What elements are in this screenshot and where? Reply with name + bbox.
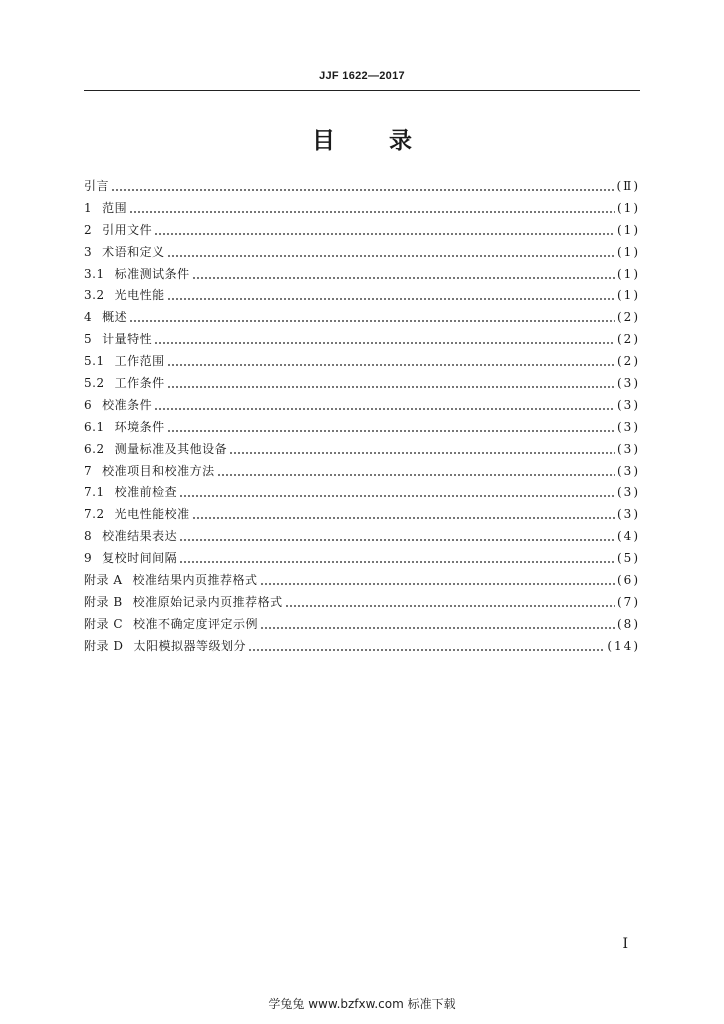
toc-title [0,122,724,155]
close-paren: ) [633,376,640,391]
toc-entry[interactable] [84,307,640,329]
toc-entry-page-number: 1 [623,288,634,303]
toc-entry-page-number: 3 [623,376,634,391]
toc-entry-title: 测量标准及其他设备 [114,441,228,456]
toc-dot-leader [248,645,605,655]
close-paren: ) [633,266,640,281]
open-paren: ( [616,594,624,609]
toc-entry-page-number: 1 [623,222,634,237]
close-paren: ) [633,551,640,566]
toc-entry-page [617,439,640,461]
open-paren: ( [616,310,624,325]
toc-entry-page-number: 14 [614,638,634,653]
toc-entry-title: 校准不确定度评定示例 [133,616,259,631]
toc-entry-page [617,351,640,373]
toc-dot-leader [229,448,615,458]
toc-entry-page [617,307,640,329]
toc-entry-page-number: 2 [623,332,634,347]
close-paren: ) [633,529,640,544]
toc-entry-label [84,395,152,417]
toc-entry-page-number: 3 [623,485,634,500]
close-paren: ) [633,354,640,369]
toc-entry-number: 6.2 [84,441,105,456]
toc-entry-number: 3.2 [84,288,105,303]
toc-title-char-1: 目 [312,128,335,154]
toc-entry-page [617,482,640,504]
toc-entry[interactable] [84,351,640,373]
close-paren: ) [633,179,640,193]
toc-entry-page [616,176,640,198]
toc-entry-page-number: Ⅱ [623,179,634,193]
toc-entry-page-number: 2 [623,354,634,369]
toc-entry-label [84,198,127,220]
toc-entry-title: 标准测试条件 [114,266,190,281]
standard-code-header: JJF 1622—2017 [319,70,405,82]
open-paren: ( [616,179,624,193]
toc-entry-page [617,504,640,526]
toc-entry-label [84,373,165,395]
toc-entry[interactable] [84,220,640,242]
toc-entry[interactable] [84,285,640,307]
close-paren: ) [633,419,640,434]
toc-entry-label [84,220,152,242]
toc-dot-leader [217,470,615,480]
toc-entry-label [84,285,165,307]
toc-entry-title: 概述 [102,310,128,325]
toc-entry-page [617,285,640,307]
open-paren: ( [616,354,624,369]
toc-entry-label [84,176,109,198]
toc-entry[interactable] [84,482,640,504]
toc-entry[interactable] [84,198,640,220]
close-paren: ) [633,397,640,412]
toc-dot-leader [192,273,615,283]
close-paren: ) [633,244,640,259]
toc-entry-label [84,482,177,504]
toc-entry-number: 6 [84,397,93,412]
toc-entry-number: 附录 C [84,616,123,631]
toc-entry-number: 5.2 [84,376,105,391]
toc-entry-page-number: 8 [623,616,634,631]
open-paren: ( [616,332,624,347]
toc-entry-title: 校准结果表达 [102,529,178,544]
open-paren: ( [607,638,615,653]
toc-dot-leader [129,316,615,326]
toc-entry-page-number: 3 [623,441,634,456]
toc-entry-page-number: 2 [623,310,634,325]
toc-list [84,176,640,658]
toc-entry[interactable] [84,570,640,592]
toc-entry-label [84,570,258,592]
toc-entry-page [617,417,640,439]
open-paren: ( [616,244,624,259]
toc-entry-page [617,570,640,592]
toc-entry-label [84,526,177,548]
open-paren: ( [616,376,624,391]
toc-entry-title: 计量特性 [102,332,153,347]
open-paren: ( [616,222,624,237]
open-paren: ( [616,397,624,412]
close-paren: ) [633,463,640,478]
toc-entry[interactable] [84,526,640,548]
toc-dot-leader [154,404,615,414]
toc-dot-leader [154,229,615,239]
toc-dot-leader [260,579,615,589]
open-paren: ( [616,616,624,631]
toc-entry[interactable] [84,504,640,526]
toc-entry-title: 引言 [84,179,110,193]
toc-entry-page [617,242,640,264]
toc-entry-number: 4 [84,310,93,325]
toc-entry-label [84,439,227,461]
open-paren: ( [616,529,624,544]
toc-entry-page [617,220,640,242]
toc-entry-label [84,351,165,373]
toc-entry-page-number: 3 [623,397,634,412]
close-paren: ) [633,222,640,237]
toc-dot-leader [167,360,615,370]
toc-entry-title: 太阳模拟器等级划分 [133,638,246,653]
toc-entry-title: 工作范围 [114,354,165,369]
toc-entry-page-number: 1 [623,200,634,215]
toc-entry[interactable] [84,592,640,614]
toc-entry-label [84,329,152,351]
toc-dot-leader [167,294,615,304]
toc-entry-title: 校准前检查 [114,485,178,500]
toc-entry[interactable] [84,264,640,286]
toc-entry-label [84,504,190,526]
toc-entry[interactable] [84,614,640,636]
toc-entry-title: 工作条件 [114,376,165,391]
close-paren: ) [633,485,640,500]
toc-entry[interactable] [84,636,640,658]
open-paren: ( [616,266,624,281]
toc-dot-leader [192,513,615,523]
open-paren: ( [616,573,624,588]
toc-entry-page [617,373,640,395]
open-paren: ( [616,485,624,500]
toc-entry-number: 附录 D [84,638,124,653]
toc-entry[interactable] [84,242,640,264]
toc-entry[interactable] [84,329,640,351]
toc-entry-page-number: 7 [623,594,634,609]
toc-entry-number: 7.2 [84,507,105,522]
close-paren: ) [633,310,640,325]
toc-entry-title: 范围 [102,200,128,215]
toc-entry-number: 1 [84,200,93,215]
toc-entry-page [617,592,640,614]
close-paren: ) [633,288,640,303]
close-paren: ) [633,200,640,215]
toc-entry-page [607,636,640,658]
toc-dot-leader [111,185,614,195]
toc-entry-page-number: 4 [623,529,634,544]
toc-dot-leader [154,338,615,348]
toc-entry-title: 光电性能校准 [114,507,190,522]
toc-entry-label [84,461,215,483]
toc-dot-leader [285,601,615,611]
toc-dot-leader [129,207,615,217]
toc-entry-number: 附录 A [84,573,123,588]
toc-entry-page [617,548,640,570]
toc-entry-page-number: 3 [623,507,634,522]
toc-entry-page-number: 3 [623,463,634,478]
toc-entry[interactable] [84,373,640,395]
close-paren: ) [633,594,640,609]
toc-entry-title: 光电性能 [114,288,165,303]
toc-dot-leader [167,251,615,261]
toc-dot-leader [260,623,615,633]
toc-entry[interactable] [84,176,640,198]
toc-entry[interactable] [84,439,640,461]
toc-entry-label [84,417,165,439]
toc-title-char-2: 录 [389,128,412,154]
toc-entry-number: 6.1 [84,419,105,434]
toc-entry-title: 引用文件 [102,222,153,237]
toc-entry-title: 校准条件 [102,397,153,412]
toc-entry-page [617,614,640,636]
close-paren: ) [633,573,640,588]
open-paren: ( [616,463,624,478]
toc-entry-number: 5 [84,332,93,347]
toc-entry-page-number: 6 [623,573,634,588]
toc-entry-page [617,395,640,417]
toc-dot-leader [179,535,615,545]
toc-entry-page [617,526,640,548]
close-paren: ) [633,332,640,347]
toc-dot-leader [167,426,615,436]
toc-dot-leader [179,491,615,501]
toc-dot-leader [167,382,615,392]
open-paren: ( [616,441,624,456]
close-paren: ) [633,441,640,456]
toc-entry-page [617,264,640,286]
toc-entry[interactable] [84,548,640,570]
toc-entry-page [617,461,640,483]
toc-entry-title: 环境条件 [114,419,165,434]
toc-entry-label [84,307,127,329]
toc-entry-label [84,242,165,264]
toc-entry-label [84,592,283,614]
open-paren: ( [616,551,624,566]
toc-entry-label [84,636,246,658]
footer-watermark: 学兔兔 www.bzfxw.com 标准下载 [268,997,456,1011]
open-paren: ( [616,200,624,215]
page-number: I [622,936,628,952]
toc-entry-page-number: 3 [623,419,634,434]
toc-entry-number: 3.1 [84,266,105,281]
toc-entry-label [84,264,190,286]
open-paren: ( [616,419,624,434]
toc-entry-page-number: 1 [623,244,634,259]
toc-entry[interactable] [84,395,640,417]
toc-entry-title: 校准原始记录内页推荐格式 [132,594,283,609]
toc-entry-number: 8 [84,529,93,544]
close-paren: ) [633,638,640,653]
toc-entry[interactable] [84,417,640,439]
close-paren: ) [633,507,640,522]
toc-entry-number: 3 [84,244,93,259]
header-divider [84,90,640,91]
toc-entry-number: 2 [84,222,93,237]
toc-dot-leader [179,557,615,567]
toc-entry-title: 复校时间间隔 [102,551,178,566]
toc-entry-title: 术语和定义 [102,244,165,259]
open-paren: ( [616,507,624,522]
toc-entry-number: 附录 B [84,594,123,609]
toc-entry-page-number: 5 [623,551,634,566]
open-paren: ( [616,288,624,303]
toc-entry-label [84,548,177,570]
close-paren: ) [633,616,640,631]
toc-entry-title: 校准项目和校准方法 [102,463,215,478]
toc-entry-number: 9 [84,551,93,566]
toc-entry-title: 校准结果内页推荐格式 [132,573,258,588]
toc-entry-page-number: 1 [623,266,634,281]
toc-entry-number: 7.1 [84,485,105,500]
toc-entry-page [617,198,640,220]
toc-entry-number: 5.1 [84,354,105,369]
toc-entry[interactable] [84,461,640,483]
toc-entry-label [84,614,258,636]
toc-entry-page [617,329,640,351]
toc-entry-number: 7 [84,463,93,478]
